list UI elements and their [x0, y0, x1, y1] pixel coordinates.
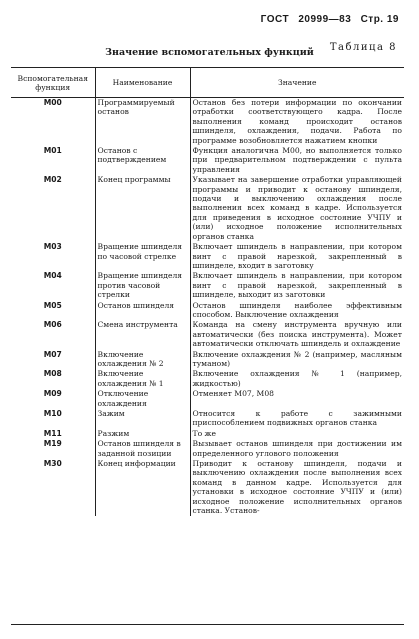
- function-name: Включение охлаждения № 2: [95, 350, 190, 370]
- function-meaning: Отменяет M07, M08: [190, 389, 404, 409]
- function-name: Включение охлаждения № 1: [95, 369, 190, 389]
- column-header-code: Вспомогательная функция: [11, 68, 95, 98]
- function-name: Смена инструмента: [95, 320, 190, 349]
- function-meaning: Приводит к останову шпинделя, подачи и выключению охлаждения после выполнения всех команд в данном кадре. Используется для установки в исходное состояние УЧПУ и (или) исходное положение исполнительных органов станка. Установ-: [190, 459, 404, 516]
- table-row: [11, 271, 404, 300]
- function-name: Отключение охлаждения: [95, 389, 190, 409]
- column-header-meaning: Значение: [190, 68, 404, 98]
- column-header-name: Наименование: [95, 68, 190, 98]
- function-code: M11: [43, 428, 62, 438]
- table-row: [11, 429, 404, 439]
- function-name: Программируемый останов: [95, 98, 190, 147]
- function-code: M06: [43, 320, 62, 330]
- function-code: M07: [43, 349, 62, 359]
- function-meaning: Включение охлаждения № 1 (например, жидкостью): [190, 369, 404, 389]
- function-code: M04: [43, 271, 62, 281]
- function-code: M01: [43, 146, 62, 156]
- function-meaning: Останов шпинделя наиболее эффективным способом. Выключение охлаждения: [190, 301, 404, 321]
- function-name: Зажим: [95, 409, 190, 429]
- standard-label: ГОСТ: [260, 14, 290, 25]
- function-code: M05: [43, 300, 62, 310]
- function-meaning: То же: [190, 429, 404, 439]
- function-name: Конец информации: [95, 459, 190, 516]
- function-code: M30: [43, 459, 62, 469]
- table-row: [11, 409, 404, 429]
- function-code: M03: [43, 242, 62, 252]
- function-name: Останов с подтверждением: [95, 146, 190, 175]
- function-code: M08: [43, 369, 62, 379]
- function-meaning: Включает шпиндель в направлении, при котором винт с правой нарезкой, закрепленный в шпинделе, выходит из заготовки: [190, 271, 404, 300]
- table-row: [11, 439, 404, 459]
- function-code: M00: [43, 98, 62, 107]
- function-meaning: Останов без потери информации по окончании отработки соответствующего кадра. После выполнения команд происходит останов шпинделя, охлаждения, подачи. Работа по программе возобновляется нажатием кнопки: [190, 98, 404, 147]
- table-row: [11, 389, 404, 409]
- function-meaning: Команда на смену инструмента вручную или автоматически (без поиска инструмента). Может автоматически отключать шпиндель и охлаждение: [190, 320, 404, 349]
- function-name: Останов шпинделя в заданной позиции: [95, 439, 190, 459]
- function-name: Конец программы: [95, 175, 190, 242]
- table-row: [11, 242, 404, 271]
- table-row: [11, 301, 404, 321]
- table-header-row: [11, 68, 404, 98]
- table-row: [11, 175, 404, 242]
- table-row: [11, 98, 404, 147]
- table-row: [11, 320, 404, 349]
- page-header: [255, 14, 399, 25]
- function-name: Останов шпинделя: [95, 301, 190, 321]
- function-code: M09: [43, 389, 62, 399]
- function-name: Разжим: [95, 429, 190, 439]
- table-row: [11, 146, 404, 175]
- function-code: M02: [43, 175, 62, 185]
- function-meaning: Функция аналогична M00, но выполняется только при предварительном подтверждении с пульта управления: [190, 146, 404, 175]
- function-code: M10: [43, 409, 62, 418]
- function-code: M19: [43, 439, 62, 449]
- table-row: [11, 350, 404, 370]
- bottom-rule: [11, 624, 404, 625]
- function-name: Вращение шпинделя по часовой стрелке: [95, 242, 190, 271]
- function-meaning: Включает шпиндель в направлении, при котором винт с правой нарезкой, закрепленный в шпинделе, входит в заготовку: [190, 242, 404, 271]
- function-meaning: Относится к работе с зажимными приспособлением подвижных органов станка: [190, 409, 404, 429]
- table-row: [11, 459, 404, 516]
- standard-number: 20999—83: [298, 14, 352, 25]
- function-meaning: Указывает на завершение отработки управляющей программы и приводит к останову шпинделя, подачи и выключению охлаждения после выполнения всех команд в кадре. Используется для приведения в исходное состояние УЧПУ и (или) исходное положение исполнительных органов станка: [190, 175, 404, 242]
- function-meaning: Включение охлаждения № 2 (например, масляным туманом): [190, 350, 404, 370]
- function-meaning: Вызывает останов шпинделя при достижении им определенного углового положения: [190, 439, 404, 459]
- table-title: Значение вспомогательных функций: [105, 47, 314, 58]
- function-name: Вращение шпинделя против часовой стрелки: [95, 271, 190, 300]
- functions-table: [11, 67, 404, 516]
- table-row: [11, 369, 404, 389]
- page-number: Стр. 19: [360, 14, 399, 25]
- table-number: Таблица 8: [329, 42, 397, 53]
